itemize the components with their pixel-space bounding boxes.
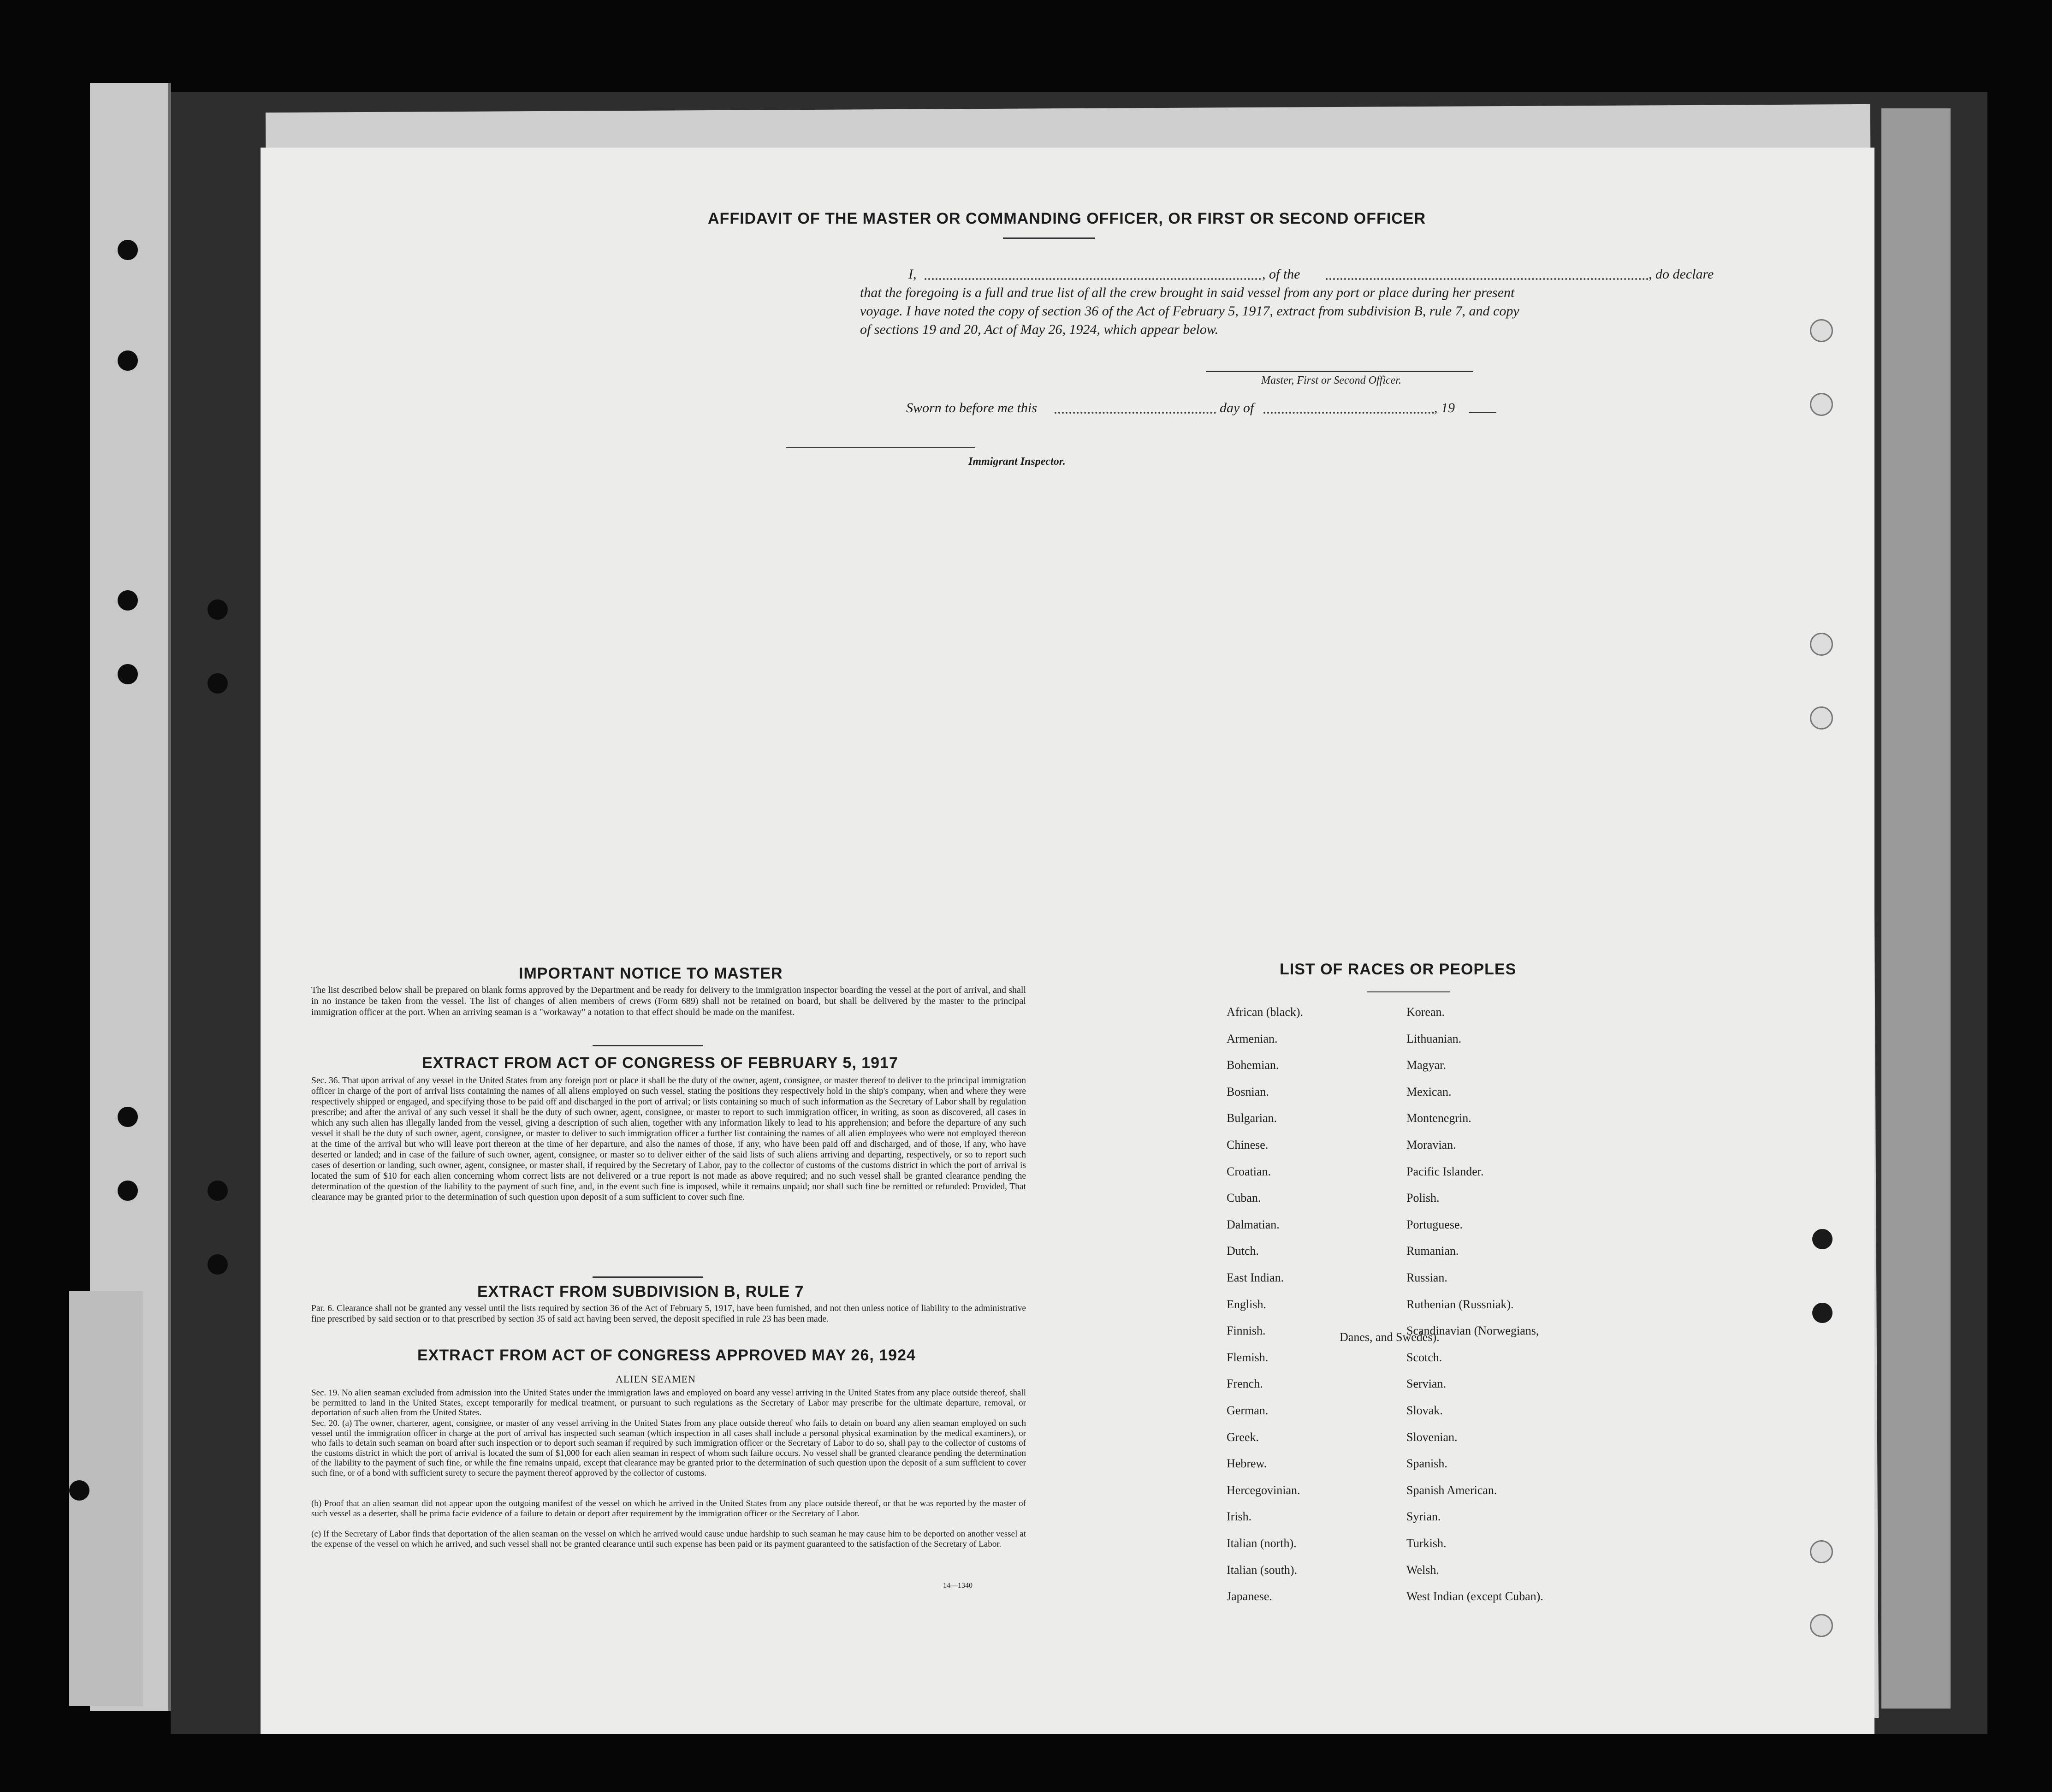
race-right-item: Turkish. bbox=[1406, 1537, 1447, 1550]
affidavit-of-the: , of the bbox=[1262, 267, 1300, 282]
race-left-item: Hebrew. bbox=[1227, 1457, 1267, 1471]
race-left-item: East Indian. bbox=[1227, 1271, 1284, 1284]
race-left-item: Croatian. bbox=[1227, 1164, 1271, 1178]
binder-hole bbox=[118, 350, 138, 371]
binder-hole bbox=[208, 673, 228, 694]
master-signature-line bbox=[1206, 371, 1473, 372]
race-right-item: Montenegrin. bbox=[1406, 1111, 1471, 1125]
punch-hole bbox=[1810, 633, 1833, 656]
binder-hole bbox=[69, 1480, 89, 1501]
sec-20a-text: Sec. 20. (a) The owner, charterer, agent, consignee, or master of any vessel arriving in the United States from any place outside thereof who fails to detain on board any alien seaman employed on such vessel until the immigration officer in charge at the port of arrival has inspected such seaman (which inspection in all cases shall include a personal physical examination by the medical examiners), or who fails to detain such seaman on board after such inspection or to deport such seaman if required by such immigration officer or the Secretary of Labor to do so, shall pay to the collector of customs of the customs district in which the port of arrival is located the sum of $1,000 for each alien seaman in respect of whom such failure occurs. No vessel shall be granted clearance pending the determination of the liability to the payment of such fine, or while the fine remains unpaid, except that clearance may be granted prior to the determination of such question upon the deposit of a sum sufficient to cover such fine, or of a bond with sufficient surety to secure the payment thereof approved by the collector of customs. bbox=[311, 1418, 1026, 1478]
race-left-item: Italian (south). bbox=[1227, 1563, 1298, 1577]
vessel-blank bbox=[1326, 278, 1649, 280]
document-sheet bbox=[261, 148, 1874, 1734]
affidavit-i: I, bbox=[908, 267, 917, 282]
affidavit-line-3: voyage. I have noted the copy of section 36 of the Act of February 5, 1917, extract from subdivision B, rule 7, and copy bbox=[860, 303, 1519, 319]
binder-hole bbox=[208, 599, 228, 620]
right-folder-edge bbox=[1881, 108, 1951, 1709]
races-title: LIST OF RACES OR PEOPLES bbox=[1280, 961, 1517, 978]
race-right-item: Syrian. bbox=[1406, 1510, 1441, 1524]
race-right-item: Slovenian. bbox=[1406, 1430, 1458, 1444]
race-right-item: Moravian. bbox=[1406, 1138, 1456, 1151]
race-left-item: French. bbox=[1227, 1377, 1263, 1391]
notice-text: The list described below shall be prepared on blank forms approved by the Department and be ready for delivery to the immigration inspector boarding the vessel at the port of arrival, and shall in no instance be taken from the vessel. The list of changes of alien members of crews (Form 689) shall not be retained on board, but shall be delivered by the master to the principal immigration officer at the port. When an arriving seaman is a "workaway" a notation to that effect should be made on the manifest. bbox=[311, 985, 1026, 1017]
race-left-item: African (black). bbox=[1227, 1005, 1304, 1019]
race-right-item: Mexican. bbox=[1406, 1085, 1452, 1098]
name-blank bbox=[925, 278, 1261, 280]
affidavit-line-4: of sections 19 and 20, Act of May 26, 1924, which appear below. bbox=[860, 322, 1219, 337]
race-left-item: Dutch. bbox=[1227, 1244, 1259, 1258]
punch-hole bbox=[1810, 393, 1833, 416]
notice-title: IMPORTANT NOTICE TO MASTER bbox=[519, 965, 783, 982]
affidavit-line-2: that the foregoing is a full and true list of all the crew brought in said vessel from any port or place during her present bbox=[860, 285, 1515, 300]
race-right-item: Scandinavian (Norwegians, bbox=[1406, 1324, 1539, 1338]
sworn-month-blank bbox=[1263, 412, 1434, 414]
race-right-item: Slovak. bbox=[1406, 1404, 1443, 1417]
race-left-item: Dalmatian. bbox=[1227, 1217, 1280, 1231]
race-left-item: German. bbox=[1227, 1404, 1269, 1417]
race-right-item: Russian. bbox=[1406, 1271, 1447, 1284]
inspector-caption: Immigrant Inspector. bbox=[968, 456, 1066, 468]
race-left-item: Armenian. bbox=[1227, 1032, 1278, 1045]
race-right-item: Servian. bbox=[1406, 1377, 1446, 1391]
master-caption: Master, First or Second Officer. bbox=[1261, 374, 1401, 386]
sec-20c-text: (c) If the Secretary of Labor finds that deportation of the alien seaman on the vessel on which he arrived would cause undue hardship to such seaman he may cause him to be deported on another vessel at the expense of the vessel on which he arrived, and such vessel shall not be granted clearance until such expense has been paid or its payment guaranteed to the satisfaction of the Secretary of Labor. bbox=[311, 1529, 1026, 1549]
sworn-day-of: day of bbox=[1220, 400, 1254, 415]
extract-1924-title: EXTRACT FROM ACT OF CONGRESS APPROVED MAY 26, 1924 bbox=[417, 1347, 916, 1364]
race-right-item: Scotch. bbox=[1406, 1350, 1442, 1364]
race-left-item: Chinese. bbox=[1227, 1138, 1269, 1151]
extract-1917-text: Sec. 36. That upon arrival of any vessel in the United States from any foreign port or place it shall be the duty of the owner, agent, consignee, or master thereof to deliver to the principal immigration officer in charge of the port of arrival lists containing the names of all aliens employed on such vessel, stating the positions they respectively hold in the ship's company, when and where they were respectively shipped or engaged, and specifying those to be paid off and discharged in the port of arrival; or lists containing so much of such information as the Secretary of Labor shall by regulation prescribe; and after the arrival of any such vessel it shall be the duty of such owner, agent, consignee, or master to report to such immigration officer, in writing, as soon as discovered, all cases in which any such alien has illegally landed from the vessel, giving a description of such alien, together with any information likely to lead to his apprehension; and before the departure of any such vessel it shall be the duty of such owner, agent, consignee, or master to deliver to such immigration officer a further list containing the names of all alien employees who were not employed thereon at the time of the arrival but who will leave port thereon at the time of her departure, and also the names of those, if any, who have been paid off and discharged, and of those, if any, who have deserted or landed; and in case of the failure of such owner, agent, consignee, or master so to deliver either of the said lists of such aliens arriving and departing, respectively, or so to report such cases of desertion or landing, such owner, agent, consignee, or master shall, if required by the Secretary of Labor, pay to the collector of customs of the customs district in which the port of arrival is located the sum of $10 for each alien concerning whom correct lists are not delivered or a true report is not made as above required; and no such vessel shall be granted clearance pending the determination of the question of the liability to the payment of such fine, and, in the event such fine is imposed, while it remains unpaid; nor shall such fine be remitted or refunded: Provided, That clearance may be granted prior to the determination of such question upon deposit of a sum sufficient to cover such fine. bbox=[311, 1076, 1026, 1202]
race-left-item: Bohemian. bbox=[1227, 1058, 1279, 1072]
binder-hole bbox=[118, 590, 138, 611]
race-right-item: Magyar. bbox=[1406, 1058, 1446, 1072]
race-right-item: Polish. bbox=[1406, 1191, 1440, 1205]
year-blank bbox=[1469, 412, 1496, 413]
binder-hole bbox=[118, 240, 138, 260]
race-right-item: West Indian (except Cuban). bbox=[1406, 1590, 1543, 1603]
race-left-item: Irish. bbox=[1227, 1510, 1252, 1524]
race-left-item: English. bbox=[1227, 1297, 1266, 1311]
subdivision-text: Par. 6. Clearance shall not be granted any vessel until the lists required by section 36 of the Act of February 5, 1917, have been furnished, and not then unless notice of liability to the administrative fine prescribed by said section or to that prescribed by section 35 of said act having been served, the deposit specified in rule 23 has been made. bbox=[311, 1304, 1026, 1324]
race-right-item: Welsh. bbox=[1406, 1563, 1439, 1577]
race-right-item: Pacific Islander. bbox=[1406, 1164, 1484, 1178]
punch-hole bbox=[1810, 1540, 1833, 1563]
race-left-item: Italian (north). bbox=[1227, 1537, 1297, 1550]
race-right-item: Korean. bbox=[1406, 1005, 1445, 1019]
subdivision-title: EXTRACT FROM SUBDIVISION B, RULE 7 bbox=[477, 1283, 804, 1300]
binder-hole bbox=[118, 664, 138, 684]
race-left-item: Bosnian. bbox=[1227, 1085, 1269, 1098]
binder-hole bbox=[118, 1181, 138, 1201]
affidavit-declare: , do declare bbox=[1649, 267, 1714, 282]
race-left-item: Cuban. bbox=[1227, 1191, 1261, 1205]
race-right-item: Spanish American. bbox=[1406, 1483, 1497, 1497]
title-rule bbox=[1003, 237, 1095, 239]
punch-hole bbox=[1810, 319, 1833, 342]
race-right-item: Lithuanian. bbox=[1406, 1032, 1462, 1045]
binder-hole bbox=[208, 1181, 228, 1201]
punch-hole bbox=[1810, 706, 1833, 730]
race-left-item: Flemish. bbox=[1227, 1350, 1269, 1364]
extract-1917-rule bbox=[593, 1276, 703, 1278]
alien-seamen-subtitle: ALIEN SEAMEN bbox=[616, 1373, 696, 1385]
race-left-item: Bulgarian. bbox=[1227, 1111, 1277, 1125]
sworn-day-blank bbox=[1055, 412, 1216, 414]
sec-19-text: Sec. 19. No alien seaman excluded from admission into the United States under the immigration laws and employed on board any vessel arriving in the United States from any place outside thereof, shall be permitted to land in the United States, except temporarily for medical treatment, or pursuant to such regulations as the Secretary of Labor may prescribe for the ultimate departure, removal, or deportation of such alien from the United States. bbox=[311, 1388, 1026, 1418]
race-right-item: Ruthenian (Russniak). bbox=[1406, 1297, 1514, 1311]
punch-hole bbox=[1812, 1303, 1833, 1323]
race-right-item: Rumanian. bbox=[1406, 1244, 1459, 1258]
race-left-item: Japanese. bbox=[1227, 1590, 1272, 1603]
notice-rule bbox=[593, 1045, 703, 1046]
race-left-item: Finnish. bbox=[1227, 1324, 1266, 1338]
race-scandinavian-continued: Danes, and Swedes). bbox=[1340, 1330, 1440, 1344]
sec-20b-text: (b) Proof that an alien seaman did not appear upon the outgoing manifest of the vessel on which he arrived in the United States from any place outside thereof, or that he was reported by the master of such vessel as a deserter, shall be prima facie evidence of a failure to detain or deport after requirement by the immigration officer or the Secretary of Labor. bbox=[311, 1499, 1026, 1519]
sworn-text: Sworn to before me this bbox=[906, 400, 1037, 415]
race-right-item: Spanish. bbox=[1406, 1457, 1447, 1471]
binder-hole bbox=[208, 1254, 228, 1275]
punch-hole bbox=[1812, 1229, 1833, 1249]
race-left-item: Hercegovinian. bbox=[1227, 1483, 1300, 1497]
punch-hole bbox=[1810, 1614, 1833, 1637]
affidavit-title: AFFIDAVIT OF THE MASTER OR COMMANDING OFFICER, OR FIRST OR SECOND OFFICER bbox=[708, 210, 1426, 227]
race-right-item: Portuguese. bbox=[1406, 1217, 1463, 1231]
form-number: 14—1340 bbox=[943, 1582, 973, 1590]
races-rule bbox=[1367, 991, 1450, 992]
inspector-signature-line bbox=[786, 447, 975, 448]
extract-1917-title: EXTRACT FROM ACT OF CONGRESS OF FEBRUARY 5, 1917 bbox=[422, 1054, 898, 1072]
race-left-item: Greek. bbox=[1227, 1430, 1259, 1444]
binder-hole bbox=[118, 1107, 138, 1127]
sworn-year: , 19 bbox=[1434, 400, 1455, 415]
